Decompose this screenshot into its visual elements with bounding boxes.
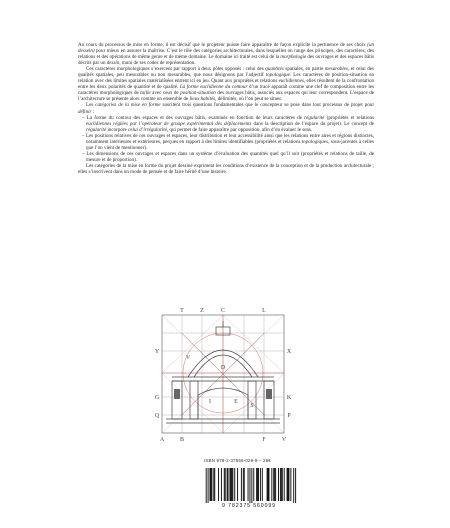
barcode-bar	[284, 468, 285, 501]
barcode-bar	[251, 468, 252, 504]
barcode-bar	[211, 468, 212, 501]
barcode-bar	[271, 468, 272, 501]
barcode-bar	[248, 468, 249, 501]
barcode-bar	[281, 468, 282, 501]
text-segment: position-situation	[180, 90, 216, 97]
text-segment: Les catégories de la mise en forme du projet dessiné expriment les conditions d’existence de la conception et de la production architecturale ; elles s’inscrivent dans un mode de pensée et de faire hérité d’une histoire.	[78, 162, 374, 175]
diagram-label: B	[179, 437, 185, 443]
text-segment: mesurables	[324, 66, 348, 73]
text-segment: Ces caractères morphologiques s’exercent par rapport à deux pôles opposés : celui des	[86, 66, 266, 73]
diagram-label: X	[286, 349, 292, 355]
barcode-bar	[278, 468, 279, 501]
barcode-bar	[221, 468, 222, 501]
barcode-bar	[234, 468, 235, 501]
barcode-bar	[288, 468, 289, 501]
text-segment: , sous-jacentes à celles que l’on vient de mentionner).	[86, 138, 374, 151]
barcode-bar	[218, 468, 219, 501]
barcode-bar	[214, 468, 215, 501]
text-segment: quantités	[265, 66, 284, 73]
barcode-bar	[293, 468, 294, 504]
text-segment: – Les dimensions de ces ouvrages et espaces dans un système d’évaluation des quantités quel qu’il soit (propriétés et relations de taille, de mesure et de proportion).	[82, 150, 374, 163]
text-segment: topologique	[265, 72, 290, 79]
paragraph-p6	[82, 151, 374, 163]
back-cover-text	[78, 42, 374, 175]
diagram-label: L	[262, 308, 266, 314]
diagram-label: A	[159, 437, 165, 443]
diagram-label: S	[250, 403, 254, 409]
text-segment: suscitent trois questions fondamentales que le concepteur se pose dans tout processus de projet pour	[160, 102, 374, 109]
text-segment: régularité	[86, 126, 107, 133]
text-segment: , et celui des qualités spatiales, peu mesurables ou non mesurables, que nous désignons par l’adjectif	[78, 66, 374, 79]
text-segment: taille	[140, 90, 151, 97]
text-segment: (un dessein)	[78, 42, 374, 55]
barcode-bar	[231, 468, 232, 501]
barcode-bar	[206, 468, 207, 504]
barcode-bar	[210, 468, 211, 501]
text-segment: catégories de la mise en forme	[95, 102, 161, 109]
isbn-price: ISBN 978-2-37556-029-9 – 28€	[204, 458, 271, 463]
text-segment: dessin	[106, 60, 120, 67]
barcode-digits: 9 782375 560099	[200, 503, 298, 509]
text-segment: morphologie	[280, 54, 307, 61]
text-segment: définir	[78, 108, 92, 115]
text-segment: des ouvrages et des espaces bâtis décrits par un	[78, 54, 374, 67]
diagram-label: Q	[154, 413, 160, 419]
barcode-bar	[290, 468, 291, 501]
text-segment: régularité	[304, 114, 325, 121]
text-segment: spatiales, en partie	[283, 66, 325, 73]
barcode-bar	[274, 468, 275, 501]
architectural-diagram	[152, 303, 294, 445]
barcode-bar	[229, 468, 230, 501]
barcode-bar	[243, 468, 244, 501]
text-segment: . Les caractères de position-situation en relation avec des limites spatiales matérialisées entrent ici en jeu. Quant aux propriétés et relations	[78, 72, 374, 85]
barcode-bar	[227, 468, 228, 501]
text-segment: euclidiennes	[278, 78, 304, 85]
text-segment: lieux habités	[189, 96, 216, 103]
text-segment: dans la description de l’espace du projet). Le concept de	[251, 120, 374, 127]
barcode-bar	[256, 468, 257, 501]
barcode-bar	[225, 468, 226, 501]
diagram-label: V	[185, 355, 191, 361]
paragraph-p5	[82, 133, 374, 151]
barcode-bar	[253, 468, 254, 501]
diagram-label: C	[220, 308, 226, 314]
text-segment: , délimités, où l’on peut se situer.	[215, 96, 283, 103]
barcode-bar	[280, 468, 281, 501]
paragraph-p7	[78, 163, 374, 175]
diagram-label: T	[180, 308, 184, 314]
text-segment: Au cours du processus de mise en forme, il est décisif que le projeteur puisse faire apparaître de façon explicite la pertinence de ses choix	[78, 42, 368, 48]
text-segment: pour mieux en assurer la maîtrise. C’est le rôle des catégories architecturales, dans lesquelles on range des principes, des caractères, des relations et des opérations de même genre et de même domaine. Le domaine ici traité est celui de la	[78, 48, 374, 61]
diagram-label: I	[209, 399, 211, 405]
diagram-label: E	[234, 399, 238, 405]
barcode-bar	[260, 468, 261, 501]
text-segment: (propriétés et relations	[324, 114, 374, 121]
text-segment: Les	[86, 102, 96, 109]
text-segment: , qui permet de faire apparaître par opposition, afin d’en évaluer le sens.	[166, 126, 313, 133]
diagram-label: G	[154, 395, 160, 401]
text-segment: La forme euclidienne du contour	[179, 84, 248, 91]
text-segment: euclidiennes réglées par l’opérateur de groupe expérimental des déplacements	[86, 120, 252, 127]
barcode-bar	[213, 468, 214, 501]
barcode-bar	[287, 468, 288, 501]
text-segment: topologiques	[301, 138, 328, 145]
text-segment: , muni de ses codes de représentation.	[119, 60, 196, 67]
paragraph-p1	[78, 42, 374, 66]
barcode-bar	[232, 468, 233, 501]
diagram-label: F	[262, 437, 266, 443]
barcode-bar	[288, 468, 289, 501]
barcode-bars	[200, 468, 298, 504]
barcode-bar	[237, 468, 238, 501]
text-segment: :	[91, 108, 95, 115]
paragraph-p4	[82, 115, 374, 133]
text-segment: incorpore	[106, 126, 129, 133]
diagram-label: V	[281, 437, 287, 443]
barcode-bar	[295, 468, 296, 504]
text-segment: , elles résultent de la confrontation entre les deux polarités de quantité et de qualité.	[78, 78, 374, 91]
barcode-bar	[230, 468, 231, 501]
text-segment: celui d’irrégularité	[128, 126, 167, 133]
barcode-bar	[257, 468, 258, 501]
barcode-bar	[273, 468, 274, 501]
barcode-bar	[282, 468, 283, 501]
dome-section-drawing	[152, 303, 294, 445]
diagram-label: D	[220, 365, 226, 371]
text-segment: des ouvrages bâtis, associés aux espaces qui leur correspondent. L’espace de l’architecture se présente alors comme un ensemble de	[78, 90, 374, 103]
barcode-bar	[210, 468, 211, 501]
barcode-bar	[241, 468, 242, 501]
text-segment: – La forme du contour des espaces et des ouvrages bâtis, examinés en fonction de leurs caractères de	[82, 114, 305, 121]
text-segment: – Les positions relatives de ces ouvrages et espaces, leur distribution et leur accessibilité ainsi que les relations entre aires et régions distinctes, notamment intérieures et extérieures, perçues en rapport à des limites identifiables (propriétés et relations	[82, 132, 374, 145]
paragraph-p2	[78, 66, 374, 102]
barcode-bar	[228, 468, 229, 501]
barcode-bar	[208, 468, 209, 504]
text-segment: avec ceux de	[150, 90, 181, 97]
diagram-label: K	[286, 395, 292, 401]
diagram-label: P	[287, 413, 291, 419]
barcode-bar	[249, 468, 250, 504]
diagram-label: Z	[200, 308, 204, 314]
barcode-bar	[258, 468, 259, 501]
paragraph-p3	[78, 102, 374, 114]
text-segment: d’un tracé apparaît comme une clef de composition entre les caractères morphologiques de	[78, 84, 374, 97]
barcode-bar	[262, 468, 263, 501]
barcode-bar	[244, 468, 245, 501]
barcode-bar	[275, 468, 276, 501]
barcode-bar	[267, 468, 268, 501]
barcode-bar	[224, 468, 225, 501]
barcode-bar	[269, 468, 270, 501]
barcode-bar	[268, 468, 269, 501]
diagram-label: Y	[154, 349, 160, 355]
